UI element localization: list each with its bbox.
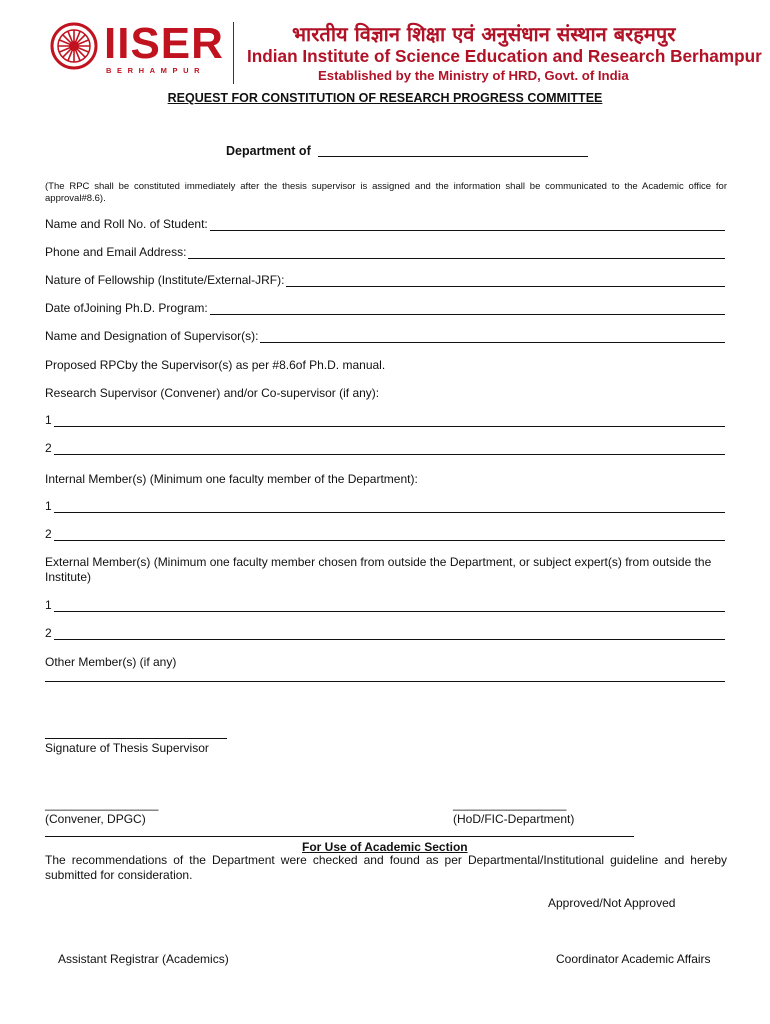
supervisor-field-row[interactable] bbox=[45, 329, 725, 343]
contact-field-row[interactable] bbox=[45, 245, 725, 259]
internal-member-line-1[interactable] bbox=[54, 500, 725, 513]
research-supervisor-line-1[interactable] bbox=[54, 414, 725, 427]
row-number: 1 bbox=[45, 499, 52, 513]
internal-member-line-2[interactable] bbox=[54, 528, 725, 541]
logo-city: BERHAMPUR bbox=[106, 66, 206, 75]
row-number: 2 bbox=[45, 527, 52, 541]
department-label: Department of bbox=[226, 144, 311, 158]
academic-statement: The recommendations of the Department were checked and found as per Departmental/Institutional guideline and hereby submitted for consideration. bbox=[45, 853, 727, 882]
academic-section-heading: For Use of Academic Section bbox=[302, 840, 468, 854]
institute-established: Established by the Ministry of HRD, Govt. of India bbox=[318, 68, 629, 83]
thesis-supervisor-signature-label: Signature of Thesis Supervisor bbox=[45, 741, 209, 755]
student-label: Name and Roll No. of Student: bbox=[45, 217, 208, 231]
convener-label: (Convener, DPGC) bbox=[45, 812, 146, 826]
coordinator-label: Coordinator Academic Affairs bbox=[556, 952, 711, 966]
assistant-registrar-label: Assistant Registrar (Academics) bbox=[58, 952, 229, 966]
joining-input-line[interactable] bbox=[210, 302, 725, 315]
internal-member-row-2[interactable] bbox=[45, 527, 725, 541]
logo-text: IISER bbox=[104, 19, 224, 68]
contact-label: Phone and Email Address: bbox=[45, 245, 187, 259]
row-number: 1 bbox=[45, 413, 52, 427]
student-field-row[interactable] bbox=[45, 217, 725, 231]
other-members-line[interactable] bbox=[45, 681, 725, 682]
approval-status[interactable]: Approved/Not Approved bbox=[548, 896, 676, 910]
row-number: 1 bbox=[45, 598, 52, 612]
institute-english-name: Indian Institute of Science Education and Research Berhampur bbox=[247, 46, 762, 66]
fellowship-field-row[interactable] bbox=[45, 273, 725, 287]
section-divider bbox=[45, 836, 634, 837]
institute-hindi-name: भारतीय विज्ञान शिक्षा एवं अनुसंधान संस्थान बरहमपुर bbox=[292, 22, 676, 46]
external-member-line-2[interactable] bbox=[54, 627, 725, 640]
internal-member-row-1[interactable] bbox=[45, 499, 725, 513]
hod-label: (HoD/FIC-Department) bbox=[453, 812, 575, 826]
external-member-row-1[interactable] bbox=[45, 598, 725, 612]
contact-input-line[interactable] bbox=[188, 246, 725, 259]
iiser-emblem-icon bbox=[50, 22, 98, 70]
research-supervisor-line-2[interactable] bbox=[54, 442, 725, 455]
department-field[interactable] bbox=[318, 156, 588, 157]
rpc-note: (The RPC shall be constituted immediately after the thesis supervisor is assigned and the information shall be communicated to the Academic office for approval#8.6). bbox=[45, 181, 727, 204]
joining-label: Date ofJoining Ph.D. Program: bbox=[45, 301, 208, 315]
proposed-rpc-text: Proposed RPCby the Supervisor(s) as per #8.6of Ph.D. manual. bbox=[45, 358, 386, 372]
external-member-row-2[interactable] bbox=[45, 626, 725, 640]
header-divider bbox=[233, 22, 234, 84]
row-number: 2 bbox=[45, 441, 52, 455]
supervisor-signature-line[interactable] bbox=[45, 738, 227, 739]
hod-signature-line[interactable]: _________________ bbox=[453, 797, 567, 811]
other-members-heading: Other Member(s) (if any) bbox=[45, 655, 177, 669]
internal-members-heading: Internal Member(s) (Minimum one faculty member of the Department): bbox=[45, 472, 418, 486]
external-member-line-1[interactable] bbox=[54, 599, 725, 612]
research-supervisor-row-2[interactable] bbox=[45, 441, 725, 455]
research-supervisor-heading: Research Supervisor (Convener) and/or Co-supervisor (if any): bbox=[45, 386, 380, 400]
supervisor-input-line[interactable] bbox=[260, 330, 725, 343]
row-number: 2 bbox=[45, 626, 52, 640]
student-input-line[interactable] bbox=[210, 218, 725, 231]
joining-field-row[interactable] bbox=[45, 301, 725, 315]
supervisor-label: Name and Designation of Supervisor(s): bbox=[45, 329, 259, 343]
form-title: REQUEST FOR CONSTITUTION OF RESEARCH PROGRESS COMMITTEE bbox=[167, 91, 603, 105]
convener-signature-line[interactable]: _________________ bbox=[45, 797, 159, 811]
research-supervisor-row-1[interactable] bbox=[45, 413, 725, 427]
fellowship-input-line[interactable] bbox=[286, 274, 725, 287]
fellowship-label: Nature of Fellowship (Institute/External-JRF): bbox=[45, 273, 285, 287]
external-members-heading: External Member(s) (Minimum one faculty member chosen from outside the Department, or subject expert(s) from outside the Institute) bbox=[45, 555, 712, 584]
